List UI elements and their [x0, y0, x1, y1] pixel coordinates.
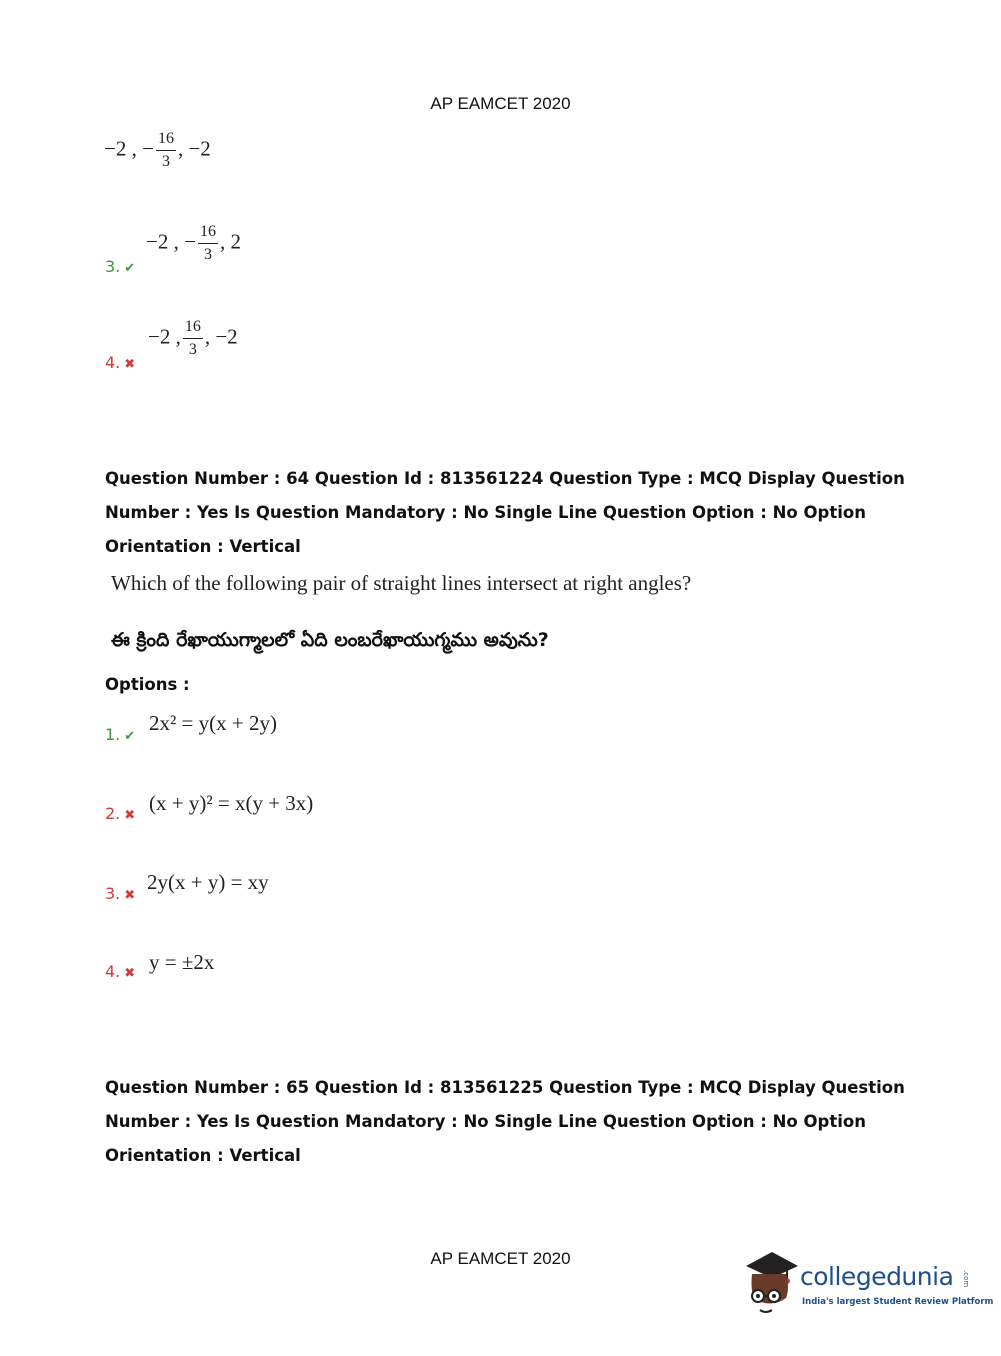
meta-line: Number : Yes Is Question Mandatory : No Single Line Question Option : No Option [105, 1112, 866, 1131]
option-number: 4. [105, 962, 121, 981]
option-3-text: 2y(x + y) = xy [147, 870, 269, 894]
options-label: Options : [105, 675, 190, 694]
math-part: −2 , − [146, 229, 196, 254]
option-1-number [105, 725, 135, 744]
denominator: 3 [161, 153, 170, 170]
meta-line: Number : Yes Is Question Mandatory : No Single Line Question Option : No Option [105, 503, 866, 522]
question-64-text-te: ఈ క్రింది రేఖాయుగ్మాలలో ఏది లంబరేఖాయుగ్మము అవును? [111, 629, 549, 651]
page-footer: AP EAMCET 2020 [430, 1249, 571, 1268]
check-icon: ✔ [124, 729, 136, 744]
question-64-text-en: Which of the following pair of straight lines intersect at right angles? [111, 571, 692, 595]
numerator: 16 [198, 224, 218, 244]
question-65-meta [105, 1071, 925, 1173]
option-number: 2. [105, 804, 121, 823]
logo-tagline: India's largest Student Review Platform [802, 1297, 994, 1307]
prev-option-4 [148, 319, 238, 358]
numerator: 16 [183, 319, 203, 339]
option-3-number [105, 884, 135, 903]
numerator: 16 [156, 131, 176, 151]
check-icon: ✔ [124, 261, 136, 276]
meta-line: Question Number : 65 Question Id : 813561225 Question Type : MCQ Display Question [105, 1078, 905, 1097]
page-header: AP EAMCET 2020 [430, 94, 571, 113]
fraction [183, 319, 203, 358]
option-2-text: (x + y)² = x(y + 3x) [149, 791, 314, 815]
logo-name: collegedunia [800, 1262, 954, 1291]
fraction [156, 131, 176, 170]
mascot-icon [742, 1248, 800, 1318]
math-part: , −2 [177, 136, 211, 161]
option-4-number [105, 962, 135, 981]
option-number: 3. [105, 257, 121, 276]
cross-icon: ✖ [124, 888, 136, 903]
option-number: 1. [105, 725, 121, 744]
option-number: 4. [105, 353, 121, 372]
denominator: 3 [203, 246, 212, 263]
cross-icon: ✖ [124, 357, 136, 372]
prev-option-4-number [105, 353, 135, 372]
question-64-meta [105, 462, 925, 564]
meta-line: Orientation : Vertical [105, 1146, 301, 1165]
fraction [198, 224, 218, 263]
meta-line: Orientation : Vertical [105, 537, 301, 556]
cross-icon: ✖ [124, 808, 136, 823]
math-part: , −2 [204, 324, 238, 349]
option-number: 3. [105, 884, 121, 903]
collegedunia-logo [742, 1248, 994, 1318]
math-part: −2 , − [104, 136, 154, 161]
cross-icon: ✖ [124, 966, 136, 981]
logo-suffix: .com [962, 1270, 970, 1288]
prev-option-3 [146, 224, 241, 263]
prev-option-3-number [105, 257, 135, 276]
option-2-number [105, 804, 135, 823]
denominator: 3 [188, 341, 197, 358]
option-1-text: 2x² = y(x + 2y) [149, 711, 277, 735]
meta-line: Question Number : 64 Question Id : 813561224 Question Type : MCQ Display Question [105, 469, 905, 488]
math-part: −2 , [148, 324, 181, 349]
prev-option-2 [104, 131, 211, 170]
option-4-text: y = ±2x [149, 950, 215, 974]
math-part: , 2 [219, 229, 241, 254]
